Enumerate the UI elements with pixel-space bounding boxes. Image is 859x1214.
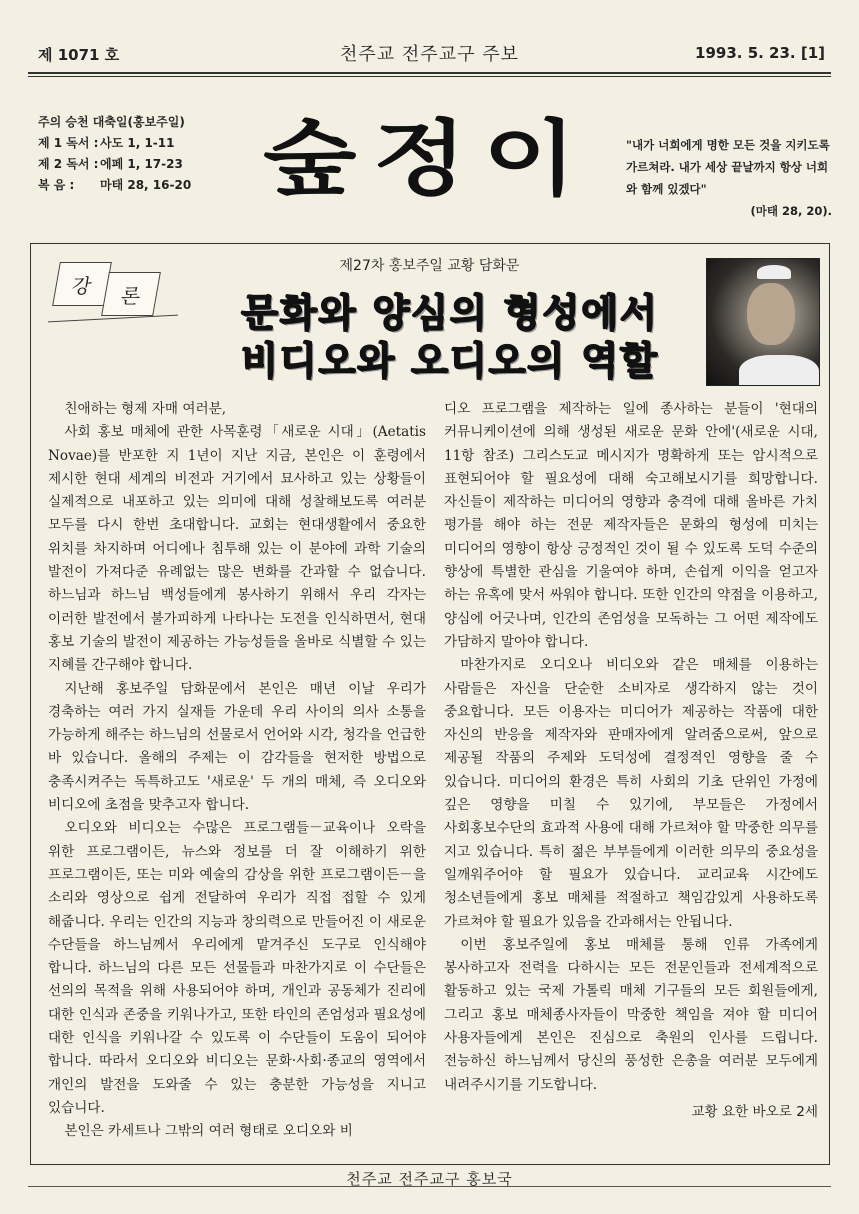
issue-date: 1993. 5. 23. [1] (695, 44, 825, 62)
col1-paragraph: 지난해 홍보주일 담화문에서 본인은 매년 이날 우리가 경축하는 여러 가지 실재들 가운데 우리 사이의 의사 소통을 가능하게 해주는 하느님의 선물로서 언어와 시각, 청각을 언급한 바 있습니다. 올해의 주제는 이 감각들을 현저한 방법으로 충족시켜주는 독특하고도 '새로운' 두 개의 매체, 즉 오디오와 비디오에 초점을 맞추고자 합니다. (48, 680, 426, 814)
masthead-title: 숲정이 (263, 112, 593, 207)
col1-paragraph: 오디오와 비디오는 수많은 프로그램들－교육이나 오락을 위한 프로그램이든, 뉴스와 정보를 더 잘 이해하기 위한 프로그램이든, 또는 미와 예술의 감상을 위한 프로그램이든－을 소리와 영상으로 쉽게 전달하여 우리가 직접 접할 수 있게 해줍니다. 우리는 인간의 지능과 창의력으로 만들어진 이 새로운 수단들을 하느님께서 우리에게 맡겨주신 도구로 인식해야 합니다. 하느님의 다른 모든 선물들과 마찬가지로 이 수단들은 선의의 목적을 위해 사용되어야 하며, 개인과 공동체가 진리에 대한 인식과 존중을 키워나가고, 또한 타인의 존엄성과 필요성에 대한 인식을 키워나갈 수 있도록 이 수단들이 도움이 되어야 합니다. 따라서 오디오와 비디오는 문화·사회·종교의 영역에서 개인의 발전을 도와줄 수 있는 충분한 가능성을 지니고 있습니다. (48, 820, 426, 1116)
section-tag-2: 론 (101, 272, 161, 316)
footer-publisher: 천주교 전주교구 홍보국 (346, 1170, 513, 1188)
footer-rule (28, 1186, 831, 1187)
pope-photo (706, 258, 820, 386)
header-rule-thin (28, 76, 831, 77)
article-column-1 (48, 398, 426, 1144)
reading-1 (38, 133, 191, 154)
quote-reference: (마태 28, 20). (750, 204, 832, 218)
liturgy-info (38, 112, 191, 196)
headline-line-1: 문화와 양심의 형성에서 (241, 291, 659, 335)
header-rule (28, 72, 831, 74)
col2-paragraph: 디오 프로그램을 제작하는 일에 종사하는 분들이 '현대의 커뮤니케이션에 의해 생성된 새로운 문화 안에'(새로운 시대, 11항 참조) 그리스도교 메시지가 명확하게 또는 암시적으로 표현되어야 할 필요성에 대해 숙고해보시기를 희망합니다. 자신들이 제작하는 미디어의 영향과 충격에 대해 올바른 가치 평가를 해야 하는 전문 제작자들은 문화의 형성에 미치는 미디어의 영향이 항상 긍정적인 것이 될 수 있도록 도덕 수준의 향상에 특별한 관심을 기울여야 하며, 손쉽게 이익을 얻고자 하는 유혹에 맞서 싸워야 합니다. 또한 인간의 약점을 이용하고, 양심에 어긋나며, 인간의 존엄성을 모독하는 그 어떤 제작에도 가담하지 말아야 합니다. (444, 401, 818, 650)
reading-2 (38, 154, 191, 175)
headline-line-2: 비디오와 오디오의 역할 (241, 339, 659, 383)
col1-paragraph: 친애하는 형제 자매 여러분, (64, 401, 227, 417)
reading-1-key: 제 1 독서 : (38, 136, 99, 150)
scripture-quote (626, 134, 836, 222)
issue-number: 제 1071 호 (38, 46, 120, 64)
reading-2-key: 제 2 독서 : (38, 157, 99, 171)
col1-paragraph: 본인은 카세트나 그밖의 여러 형태로 오디오와 비 (64, 1123, 353, 1140)
photo-robe (739, 355, 819, 386)
col1-paragraph: 사회 홍보 매체에 관한 사목훈령「새로운 시대」(Aetatis Novae)를 반포한 지 1년이 지난 지금, 본인은 이 훈령에서 제시한 현대 세계의 비전과 거기에서 묘사하고 있는 상황들이 실제적으로 내포하고 있는 의미에 대해 성찰해보도록 여러분 모두를 다시 한번 초대합니다. 교회는 현대생활에서 중요한 위치를 차지하며 어디에나 침투해 있는 이 분야에 과학 기술의 발전이 가져다준 유례없는 많은 변화를 간과할 수 없습니다. 하느님과 하느님 백성들에게 봉사하기 위해서 우리 각자는 이러한 발전에서 불가피하게 나타나는 도전을 인식하면서, 현대 홍보 기술의 발전이 제공하는 가능성들을 올바로 식별할 수 있는 지혜를 간구해야 합니다. (48, 424, 426, 674)
article-subtitle: 제27차 홍보주일 교황 담화문 (339, 258, 520, 274)
reading-1-value: 사도 1, 1-11 (100, 136, 175, 150)
section-tag-1: 강 (52, 262, 112, 306)
photo-zucchetto (757, 265, 791, 279)
col2-paragraph: 이번 홍보주일에 홍보 매체를 통해 인류 가족에게 봉사하고자 전력을 다하시는 모든 전문인들과 전세계적으로 활동하고 있는 국제 가톨릭 매체 기구들의 모든 회원들에게, 그리고 홍보 매체종사자들이 막중한 책임을 져야 할 미디어 사용자들에게 본인은 진심으로 축원의 인사를 드립니다. 전능하신 하느님께서 당신의 풍성한 은총을 여러분 모두에게 내려주시기를 기도합니다. (444, 936, 818, 1093)
gospel (38, 175, 191, 196)
article-signature: 교황 요한 바오로 2세 (691, 1103, 818, 1120)
article-column-2 (444, 398, 818, 1124)
gospel-key: 복 음 : (38, 178, 75, 192)
liturgy-sunday: 주의 승천 대축일(홍보주일) (38, 115, 185, 129)
photo-face (747, 283, 795, 345)
col2-paragraph: 마찬가지로 오디오나 비디오와 같은 매체를 이용하는 사람들은 자신을 단순한 소비자로 생각하지 않는 것이 중요합니다. 모든 이용자는 미디어가 제공하는 작품에 대한 자신의 반응을 제작자와 판매자에게 알려줌으로써, 앞으로 제공될 작품의 주제와 도덕성에 결정적인 영향을 줄 수 있습니다. 미디어의 환경은 특히 사회의 기초 단위인 가정에 깊은 영향을 미칠 수 있기에, 부모들은 가정에서 사회홍보수단의 효과적 사용에 대해 가르쳐야 할 막중한 의무를 지고 있습니다. 특히 젊은 부부들에게 이러한 의무의 중요성을 일깨워주어야 할 필요가 있습니다. 교리교육 시간에도 청소년들에게 홍보 매체를 적절하고 책임감있게 사용하도록 가르쳐야 할 필요가 있음을 간과해서는 안됩니다. (444, 657, 818, 930)
paper-name: 천주교 전주교구 주보 (340, 44, 519, 65)
reading-2-value: 에페 1, 17-23 (100, 157, 183, 171)
quote-text: "내가 너희에게 명한 모든 것을 지키도록 가르쳐라. 내가 세상 끝날까지 항상 너희와 함께 있겠다" (626, 138, 830, 196)
gospel-value: 마태 28, 16-20 (100, 178, 192, 192)
